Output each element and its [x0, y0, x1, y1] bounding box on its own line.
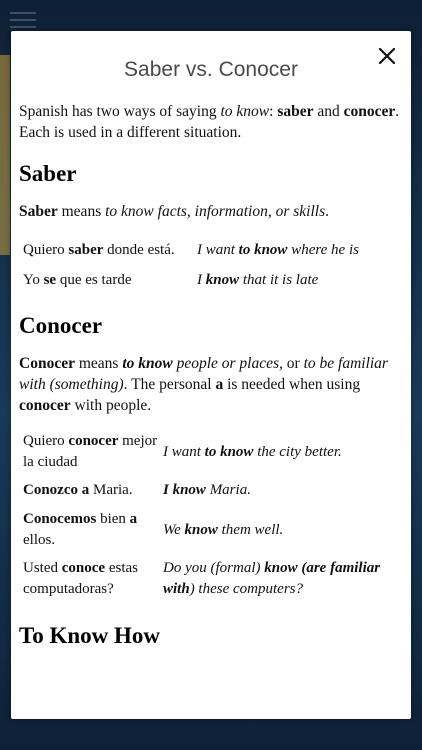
table-row [23, 235, 403, 265]
background-accent [0, 55, 10, 255]
english-translation: I want to know where he is [197, 241, 359, 258]
conocer-examples-table [23, 428, 403, 603]
spanish-example: Conozco a Maria. [23, 482, 133, 498]
table-row [23, 476, 403, 505]
saber-examples-table [23, 235, 403, 295]
english-translation: I know that it is late [197, 271, 319, 288]
spanish-example: Usted conoce estas computadoras? [23, 560, 138, 597]
english-translation: Do you (formal) know (are familiar with) these computers? [163, 560, 381, 597]
english-translation: We know them well. [163, 521, 284, 538]
table-row [23, 555, 403, 603]
saber-heading: Saber [19, 161, 77, 186]
intro-paragraph: Spanish has two ways of saying to know: saber and conocer. Each is used in a different situation. [19, 103, 400, 141]
conocer-description: Conocer means to know people or places, or to be familiar with (something). The personal a is needed when using conocer with people. [19, 355, 388, 414]
conocer-heading: Conocer [19, 313, 103, 338]
spanish-example: Yo se que es tarde [23, 271, 132, 288]
table-row [23, 265, 403, 295]
lesson-content [19, 101, 405, 649]
lesson-modal [11, 31, 411, 719]
spanish-example: Quiero conocer mejor la ciudad [23, 433, 158, 470]
table-row [23, 428, 403, 476]
english-translation: I know Maria. [163, 482, 251, 498]
hamburger-menu-icon[interactable] [10, 12, 36, 28]
to-know-how-heading: To Know How [19, 623, 161, 648]
english-translation: I want to know the city better. [163, 443, 342, 460]
spanish-example: Quiero saber donde está. [23, 241, 175, 258]
modal-title: Saber vs. Conocer [124, 58, 298, 81]
table-row [23, 505, 403, 555]
spanish-example: Conocemos bien a ellos. [23, 511, 138, 548]
close-icon[interactable] [377, 46, 397, 66]
saber-description: Saber means to know facts, information, or skills. [19, 203, 330, 220]
